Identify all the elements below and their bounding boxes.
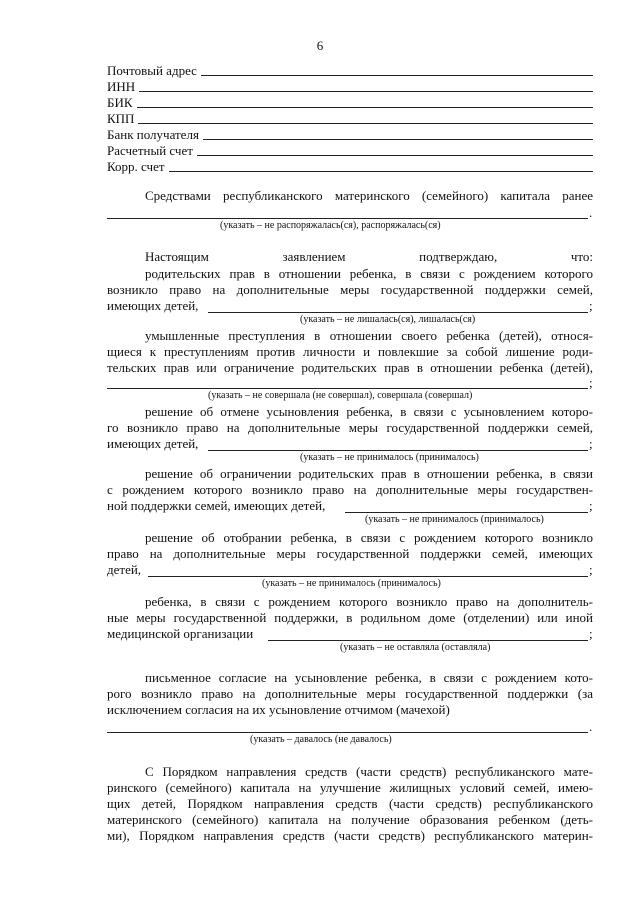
capital-usage-text: Средствами республиканского материнского (семейного) капитала ранее	[145, 188, 593, 203]
field-postal-address	[107, 61, 593, 78]
rights-restrict-end: ;	[589, 498, 593, 513]
field-blank-line[interactable]	[169, 171, 593, 172]
adoption-cancel-line3: имеющих детей,	[107, 436, 199, 451]
parental-rights-line1: родительских прав в отношении ребенка, в связи с рождением которого	[145, 266, 593, 281]
field-blank-line[interactable]	[138, 123, 593, 124]
crimes-line1: умышленные преступления в отношении своего ребенка (детей), относя-	[145, 328, 593, 343]
field-blank-line[interactable]	[203, 139, 593, 140]
field-blank-line[interactable]	[201, 75, 593, 76]
maternity-home-hint: (указать – не оставляла (оставляла)	[340, 642, 491, 653]
maternity-home-line2: ные меры государственной поддержки, в родильном доме (отделении) или иной	[107, 610, 593, 625]
parental-rights-end: ;	[589, 298, 593, 313]
adoption-cancel-end: ;	[589, 436, 593, 451]
adoption-consent-end: .	[589, 719, 593, 734]
child-removal-end: ;	[589, 562, 593, 577]
field-bank-name	[107, 125, 593, 142]
maternity-home-line1: ребенка, в связи с рождением которого возникло право на дополнитель-	[145, 594, 593, 609]
field-label: КПП	[107, 111, 135, 126]
field-label: Почтовый адрес	[107, 63, 197, 78]
capital-usage-blank[interactable]	[107, 218, 588, 219]
capital-usage-end: .	[589, 205, 593, 220]
maternity-home-end: ;	[589, 626, 593, 641]
adoption-consent-line3: исключением согласия на их усыновление отчимом (мачехой)	[107, 702, 450, 717]
child-removal-blank[interactable]	[148, 576, 588, 577]
adoption-consent-hint: (указать – давалось (не давалось)	[250, 734, 392, 745]
procedure-line3: щих детей, Порядком направления средств (части средств) республиканского	[107, 796, 593, 811]
adoption-consent-line2: рого возникло право на дополнительные меры государственной поддержки (за	[107, 686, 593, 701]
field-inn	[107, 77, 593, 94]
maternity-home-blank[interactable]	[268, 640, 588, 641]
child-removal-line2: право на дополнительные меры государственной поддержки семей, имеющих	[107, 546, 593, 561]
parental-rights-line2: возникло право на дополнительные меры государственной поддержки семей,	[107, 282, 593, 297]
rights-restrict-line2: с рождением которого возникло право на дополнительные меры государствен-	[107, 482, 593, 497]
crimes-blank[interactable]	[107, 388, 588, 389]
child-removal-hint: (указать – не принималось (принималось)	[262, 578, 441, 589]
adoption-cancel-line1: решение об отмене усыновления ребенка, в связи с усыновлением которо-	[145, 404, 593, 419]
page-number: 6	[316, 38, 324, 53]
parental-rights-line3: имеющих детей,	[107, 298, 199, 313]
adoption-consent-blank[interactable]	[107, 732, 588, 733]
maternity-home-line3: медицинской организации	[107, 626, 254, 641]
crimes-line2: щиеся к преступлениям против личности и повлекшие за собой лишение роди-	[107, 344, 593, 359]
child-removal-line3: детей,	[107, 562, 142, 577]
confirm-intro: Настоящим заявлением подтверждаю, что:	[145, 249, 593, 264]
field-blank-line[interactable]	[139, 91, 593, 92]
field-blank-line[interactable]	[197, 155, 593, 156]
procedure-line1: С Порядком направления средств (части средств) республиканского мате-	[145, 764, 593, 779]
rights-restrict-blank[interactable]	[345, 512, 588, 513]
child-removal-line1: решение об отобрании ребенка, в связи с рождением которого возникло	[145, 530, 593, 545]
parental-rights-blank[interactable]	[208, 312, 588, 313]
field-bik	[107, 93, 593, 110]
procedure-line4: материнского (семейного) капитала на получение образования ребенком (деть-	[107, 812, 593, 827]
field-settlement-account	[107, 141, 593, 158]
field-label: Корр. счет	[107, 159, 165, 174]
crimes-end: ;	[589, 375, 593, 390]
capital-usage-hint: (указать – не распоряжалась(ся), распоряжалась(ся)	[220, 220, 441, 231]
parental-rights-hint: (указать – не лишалась(ся), лишалась(ся)	[300, 314, 476, 325]
procedure-line2: ринского (семейного) капитала на улучшение жилищных условий семей, имею-	[107, 780, 593, 795]
field-label: ИНН	[107, 79, 136, 94]
adoption-cancel-line2: го возникло право на дополнительные меры государственной поддержки семей,	[107, 420, 593, 435]
rights-restrict-hint: (указать – не принималось (принималось)	[365, 514, 544, 525]
rights-restrict-line3: ной поддержки семей, имеющих детей,	[107, 498, 326, 513]
adoption-consent-line1: письменное согласие на усыновление ребенка, в связи с рождением кото-	[145, 670, 593, 685]
field-label: Расчетный счет	[107, 143, 193, 158]
procedure-line5: ми), Порядком направления средств (части средств) республиканского материн-	[107, 828, 593, 843]
field-blank-line[interactable]	[137, 107, 593, 108]
crimes-line3: тельских прав или ограничение родительских прав в отношении ребенка (детей),	[107, 360, 593, 375]
field-label: Банк получателя	[107, 127, 199, 142]
field-corr-account	[107, 157, 593, 174]
adoption-cancel-blank[interactable]	[208, 450, 588, 451]
field-kpp	[107, 109, 593, 126]
field-label: БИК	[107, 95, 133, 110]
crimes-hint: (указать – не совершала (не совершал), совершала (совершал)	[208, 390, 473, 401]
adoption-cancel-hint: (указать – не принималось (принималось)	[300, 452, 479, 463]
rights-restrict-line1: решение об ограничении родительских прав в отношении ребенка, в связи	[145, 466, 593, 481]
